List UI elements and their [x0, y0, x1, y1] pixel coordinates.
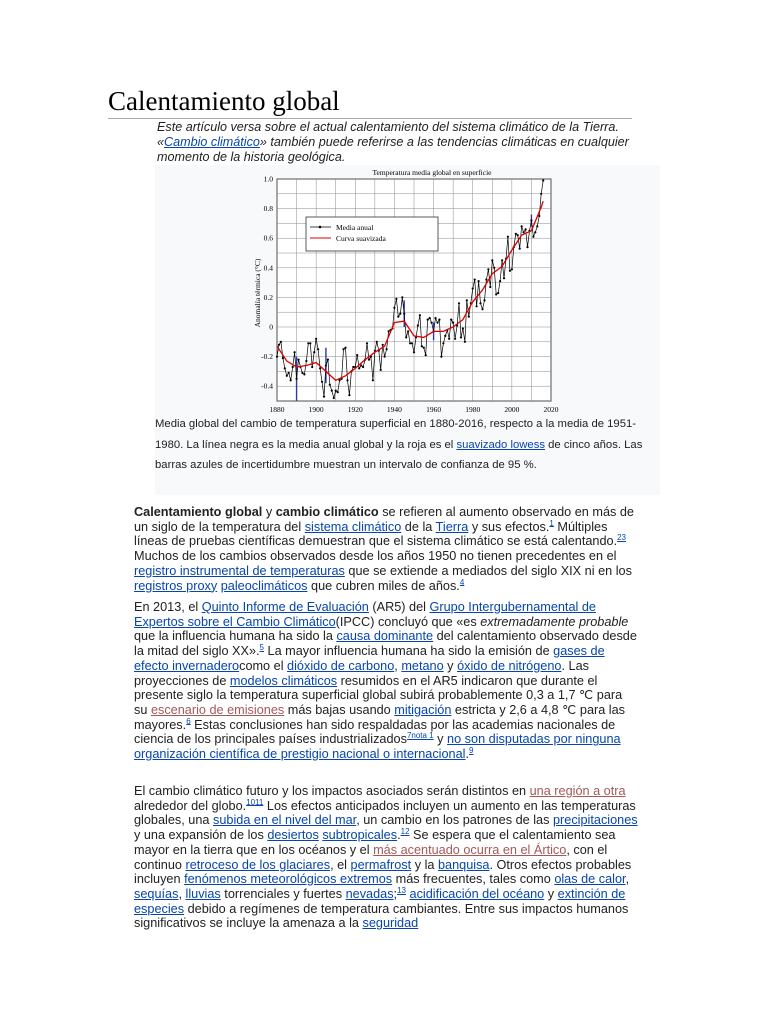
data-point — [317, 348, 319, 350]
data-point — [286, 375, 288, 377]
data-point — [444, 335, 446, 337]
citation-12[interactable]: 12 — [400, 826, 410, 836]
link-registro-instrumental[interactable]: registro instrumental de temperaturas — [134, 563, 345, 578]
paragraph-ipcc: En 2013, el Quinto Informe de Evaluación (AR5) del Grupo Intergubernamental de Expertos sobre el Cambio Climático(IPCC) concluyó que «es extremadamente probable que la influencia humana ha sido la causa dominante del calentamiento observado desde la mitad del siglo XX».$^5$ La mayor influencia humana ha sido la emisión de gases de efecto invernaderocomo el dióxido de carbono, metano y óxido de nitrógeno. Las proyecciones de modelos climáticos resumidos en el AR5 indicaron que durante el presente siglo la temperatura superficial global subirá probablemente 0,3 a 1,7 ℃ para su escenario de emisiones más bajas usando mitigación estricta y 2,6 a 4,8 ℃ para las mayores.$^6$ Estas conclusiones han sido respaldadas por las academias nacionales de ciencia de los principales países industrializados$^{7nota 1}$ y no son disputadas por ninguna organización científica de prestigio nacional o internacional.$^9$ — [134, 600, 637, 762]
chart-y-ticks — [261, 175, 273, 391]
data-point — [413, 351, 415, 353]
data-point — [346, 379, 348, 381]
data-point — [532, 236, 534, 238]
data-point — [491, 259, 493, 261]
paragraph-intro: Calentamiento global y cambio climático se refieren al aumento observado en más de un siglo de la temperatura del sistema climático de la Tierra y sus efectos.$^1$ Múltiples líneas de pruebas científicas demuestran que el sistema climático se está calentando.$^{23}$ Muchos de los cambios observados desde los años 1950 no tienen precedentes en el registro instrumental de temperaturas que se extiende a mediados del siglo XIX ni en los registros proxy paleoclimáticos que cubren miles de años.$^4$ — [134, 505, 634, 593]
link-banquisa[interactable]: banquisa — [437, 857, 490, 872]
citation-1011[interactable]: 1011 — [246, 797, 264, 807]
x-tick-label: 1940 — [386, 405, 402, 414]
data-point — [448, 338, 450, 340]
citation-6[interactable]: 6 — [186, 716, 191, 726]
data-point — [388, 330, 390, 332]
data-point — [397, 316, 399, 318]
data-point — [509, 270, 511, 272]
data-point — [503, 277, 505, 279]
data-point — [474, 279, 476, 281]
data-point — [429, 317, 431, 319]
y-tick-label: -0.4 — [261, 381, 273, 391]
data-point — [523, 231, 525, 233]
data-point — [342, 348, 344, 350]
data-point — [333, 397, 335, 399]
link-cambio-climatico[interactable]: Cambio climático — [164, 135, 260, 149]
data-point — [323, 396, 325, 398]
data-point — [425, 354, 427, 356]
data-point — [497, 292, 499, 294]
link-mas-acentuado-artico[interactable]: más acentuado ocurra en el Ártico — [373, 842, 567, 857]
link-sequias[interactable]: sequías — [134, 886, 179, 901]
data-point — [411, 342, 413, 344]
data-point — [313, 351, 315, 353]
data-point — [458, 302, 460, 304]
link-tierra[interactable]: Tierra — [435, 519, 469, 534]
data-point — [303, 373, 305, 375]
link-acidificacion-oceano[interactable]: acidificación del océano — [409, 886, 545, 901]
legend-label-smooth: Curva suavizada — [336, 234, 386, 243]
link-lluvias[interactable]: lluvias — [185, 886, 221, 901]
data-point — [436, 322, 438, 324]
paragraph-impacts: El cambio climático futuro y los impactos asociados serán distintos en una región a otra alrededor del globo.$^{1011}$ Los efectos anticipados incluyen un aumento en las temperaturas globales, una subida en el nivel del mar, un cambio en los patrones de las precipitaciones y una expansión de los desiertos subtropicales.$^{12}$ Se espera que el calentamiento sea mayor en la tierra que en los océanos y el más acentuado ocurra en el Ártico, con el continuo retroceso de los glaciares, el permafrost y la banquisa. Otros efectos probables incluyen fenómenos meteorológicos extremos más frecuentes, tales como olas de calor, sequías, lluvias torrenciales y fuertes nevadas;$^{13}$ acidificación del océano y extinción de especies debido a regímenes de temperatura cambiantes. Entre sus impactos humanos significativos se incluye la amenaza a la seguridad — [134, 784, 638, 931]
chart-legend — [306, 217, 438, 251]
link-desiertos[interactable]: desiertos — [267, 828, 319, 843]
data-point — [472, 287, 474, 289]
data-point — [525, 228, 527, 230]
data-point — [297, 359, 299, 361]
data-point — [407, 330, 409, 332]
citation-9[interactable]: 9 — [469, 745, 474, 755]
link-subtropicales[interactable]: subtropicales — [322, 828, 398, 843]
y-tick-label: 0.2 — [263, 292, 273, 302]
link-permafrost[interactable]: permafrost — [350, 857, 412, 872]
data-point — [489, 286, 491, 288]
data-point — [329, 384, 331, 386]
page-title: Calentamiento global — [108, 84, 632, 119]
data-point — [440, 356, 442, 358]
data-point — [487, 268, 489, 270]
data-point — [384, 356, 386, 358]
data-point — [462, 327, 464, 329]
data-point — [460, 336, 462, 338]
data-point — [540, 193, 542, 195]
citation-7-nota-1[interactable]: 7nota 1 — [406, 731, 434, 741]
data-point — [427, 319, 429, 321]
data-point — [360, 364, 362, 366]
data-point — [301, 372, 303, 374]
link-mitigacion[interactable]: mitigación — [394, 702, 452, 717]
data-point — [493, 267, 495, 269]
figure-caption: Media global del cambio de temperatura superficial en 1880-2016, respecto a la media de 1951-1980. La línea negra es la media anual global y la roja es el suavizado lowess de cinco años. Las barras azules de incertidumbre muestran un intervalo de confianza de 95 %. — [155, 418, 643, 472]
temperature-chart[interactable] — [253, 165, 563, 415]
data-point — [380, 369, 382, 371]
data-point — [280, 341, 282, 343]
y-tick-label: 0 — [269, 322, 273, 332]
data-point — [542, 179, 544, 181]
link-paleoclimaticos[interactable]: paleoclimáticos — [220, 578, 308, 593]
x-tick-label: 2020 — [543, 405, 559, 414]
data-point — [309, 342, 311, 344]
data-point — [526, 246, 528, 248]
data-point — [321, 381, 323, 383]
data-point — [401, 296, 403, 298]
data-point — [450, 319, 452, 321]
data-point — [352, 366, 354, 368]
legend-label-annual: Media anual — [336, 223, 374, 232]
data-point — [466, 299, 468, 301]
y-tick-label: 1.0 — [263, 174, 273, 184]
link-quinto-informe[interactable]: Quinto Informe de Evaluación — [201, 600, 369, 614]
data-point — [431, 322, 433, 324]
data-point — [344, 347, 346, 349]
x-tick-label: 1960 — [426, 405, 442, 414]
data-point — [348, 394, 350, 396]
data-point — [327, 359, 329, 361]
data-point — [454, 338, 456, 340]
data-point — [278, 344, 280, 346]
link-dioxido-carbono[interactable]: dióxido de carbono — [287, 658, 395, 673]
x-tick-label: 1920 — [347, 405, 363, 414]
link-precipitaciones[interactable]: precipitaciones — [552, 813, 638, 828]
link-no-son-disputadas[interactable]: no son disputadas por ninguna organización científica de prestigio nacional o internacional — [134, 732, 621, 762]
data-point — [337, 391, 339, 393]
data-point — [434, 317, 436, 319]
data-point — [311, 366, 313, 368]
chart-grid — [277, 179, 551, 401]
data-point — [325, 364, 327, 366]
data-point — [292, 366, 294, 368]
y-tick-label: 0.8 — [263, 204, 273, 214]
link-seguridad[interactable]: seguridad — [362, 916, 419, 931]
citation-4[interactable]: 4 — [459, 577, 465, 587]
data-point — [405, 336, 407, 338]
chart-y-axis-label: Anomalía térmica (°C) — [253, 258, 262, 328]
hatnote-text: Este artículo versa sobre el actual calentamiento del sistema climático de la Tierra. — [157, 120, 619, 134]
data-point — [362, 366, 364, 368]
y-tick-label: 0.4 — [263, 263, 273, 273]
y-tick-label: 0.6 — [263, 233, 273, 243]
data-point — [296, 378, 298, 380]
data-point — [478, 280, 480, 282]
data-point — [331, 390, 333, 392]
link-modelos-climaticos[interactable]: modelos climáticos — [229, 673, 338, 688]
link-fenomenos-extremos[interactable]: fenómenos meteorológicos extremos — [184, 872, 393, 887]
data-point — [393, 307, 395, 309]
x-tick-label: 1900 — [308, 405, 324, 414]
data-point — [335, 390, 337, 392]
data-point — [479, 302, 481, 304]
data-point — [483, 299, 485, 301]
citation-5[interactable]: 5 — [259, 642, 264, 652]
data-point — [515, 233, 517, 235]
link-nevadas[interactable]: nevadas — [345, 886, 394, 901]
link-escenario-emisiones[interactable]: escenario de emisiones — [150, 702, 285, 717]
data-point — [511, 268, 513, 270]
link-sistema-climatico[interactable]: sistema climático — [304, 519, 402, 534]
data-point — [290, 379, 292, 381]
data-point — [386, 348, 388, 350]
data-point — [276, 356, 278, 358]
link-olas-de-calor[interactable]: olas de calor — [554, 872, 626, 887]
data-point — [519, 248, 521, 250]
link-una-region-a-otra[interactable]: una región a otra — [529, 784, 626, 798]
data-point — [534, 231, 536, 233]
link-metano[interactable]: metano — [401, 658, 444, 673]
chart-title: Temperatura media global en superficie — [372, 168, 492, 177]
data-point — [421, 345, 423, 347]
data-point — [419, 314, 421, 316]
x-tick-label: 1980 — [465, 405, 481, 414]
data-point — [530, 219, 532, 221]
y-tick-label: -0.2 — [261, 352, 273, 362]
data-point — [495, 293, 497, 295]
link-suavizado-lowess[interactable]: suavizado lowess — [456, 438, 545, 451]
data-point — [442, 342, 444, 344]
data-point — [464, 341, 466, 343]
data-point — [315, 338, 317, 340]
link-registros-proxy[interactable]: registros proxy — [134, 578, 218, 593]
link-subida-nivel-mar[interactable]: subida en el nivel del mar — [213, 813, 357, 828]
citation-1[interactable]: 1 — [549, 518, 554, 528]
data-point — [305, 360, 307, 362]
x-tick-label: 1880 — [269, 405, 285, 414]
data-point — [372, 379, 374, 381]
data-point — [417, 324, 419, 326]
data-point — [438, 319, 440, 321]
data-point — [476, 305, 478, 307]
data-point — [368, 359, 370, 361]
link-gases-efecto-invernadero[interactable]: gases de efecto invernadero — [134, 644, 605, 673]
data-point — [481, 308, 483, 310]
link-causa-dominante[interactable]: causa dominante — [336, 629, 434, 644]
data-point — [382, 344, 384, 346]
data-point — [501, 259, 503, 261]
link-extincion-especies[interactable]: extinción de especies — [134, 886, 626, 916]
x-tick-label: 2000 — [504, 405, 520, 414]
data-point — [356, 354, 358, 356]
data-point — [468, 316, 470, 318]
data-point — [284, 367, 286, 369]
data-point — [399, 313, 401, 315]
data-point — [423, 347, 425, 349]
legend-swatch-annual-dot — [319, 226, 322, 229]
data-point — [358, 367, 360, 369]
data-point — [409, 342, 411, 344]
data-point — [376, 341, 378, 343]
data-point — [403, 313, 405, 315]
citation-23[interactable]: 23 — [617, 533, 627, 543]
data-point — [395, 298, 397, 300]
data-point — [507, 236, 509, 238]
data-point — [521, 225, 523, 227]
data-point — [294, 351, 296, 353]
hatnote: Este artículo versa sobre el actual calentamiento del sistema climático de la Tierra. «Cambio climático» también puede referirse a las tendencias climáticas en cualquier momento de la historia geológica. — [157, 120, 629, 164]
link-oxido-nitrogeno[interactable]: óxido de nitrógeno — [457, 658, 562, 673]
data-point — [288, 372, 290, 374]
data-point — [517, 234, 519, 236]
data-point — [307, 342, 309, 344]
link-ipcc[interactable]: Grupo Intergubernamental de Expertos sobre el Cambio Climático — [134, 600, 596, 629]
data-point — [452, 322, 454, 324]
chart-x-ticks — [270, 405, 559, 414]
data-point — [366, 342, 368, 344]
link-retroceso-glaciares[interactable]: retroceso de los glaciares — [185, 857, 331, 872]
data-point — [499, 280, 501, 282]
data-point — [485, 279, 487, 281]
data-point — [536, 225, 538, 227]
figure-box — [155, 165, 660, 495]
citation-13[interactable]: 13 — [397, 885, 406, 895]
